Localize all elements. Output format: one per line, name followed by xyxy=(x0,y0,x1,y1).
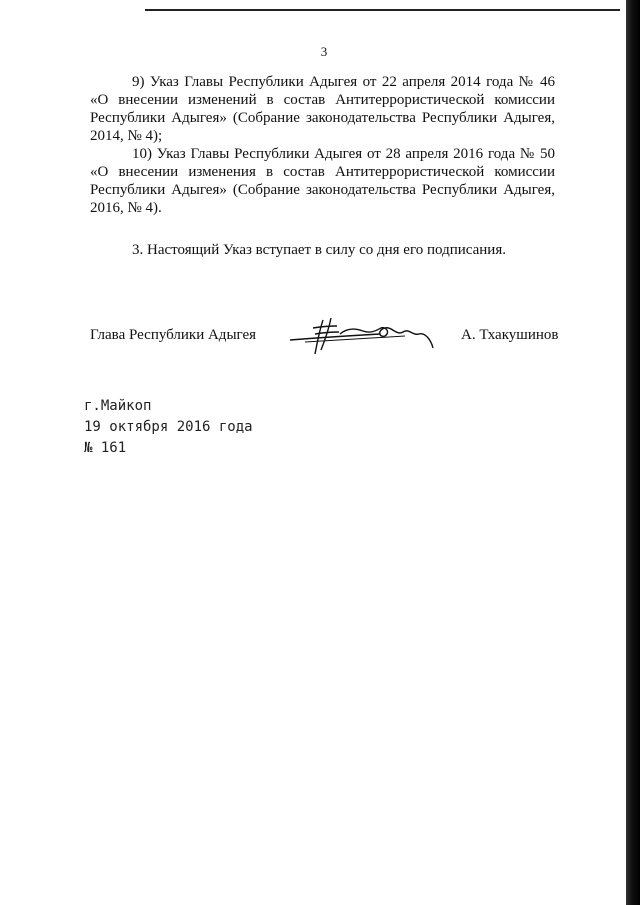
scan-edge-shadow xyxy=(626,0,640,905)
decree-number-stamp: № 161 xyxy=(84,440,127,456)
list-item-10: 10) Указ Главы Республики Адыгея от 28 апреля 2016 года № 50 «О внесении изменения в состав Антитеррористической комиссии Республики Адыгея» (Собрание законодательства Республики Адыгея, 2016, № 4). xyxy=(90,146,555,216)
page-number: 3 xyxy=(320,44,328,59)
date-stamp: 19 октября 2016 года xyxy=(84,419,253,435)
clause-3: 3. Настоящий Указ вступает в силу со дня его подписания. xyxy=(132,242,506,258)
top-border-line xyxy=(145,9,620,11)
list-item-9: 9) Указ Главы Республики Адыгея от 22 апреля 2014 года № 46 «О внесении изменений в состав Антитеррористической комиссии Республики Адыгея» (Собрание законодательства Республики Адыгея, 2014, № 4); xyxy=(90,74,555,144)
signatory-position: Глава Республики Адыгея xyxy=(90,327,257,343)
city-stamp: г.Майкоп xyxy=(84,398,152,414)
signatory-name: А. Тхакушинов xyxy=(461,327,559,343)
handwritten-signature xyxy=(285,314,435,356)
